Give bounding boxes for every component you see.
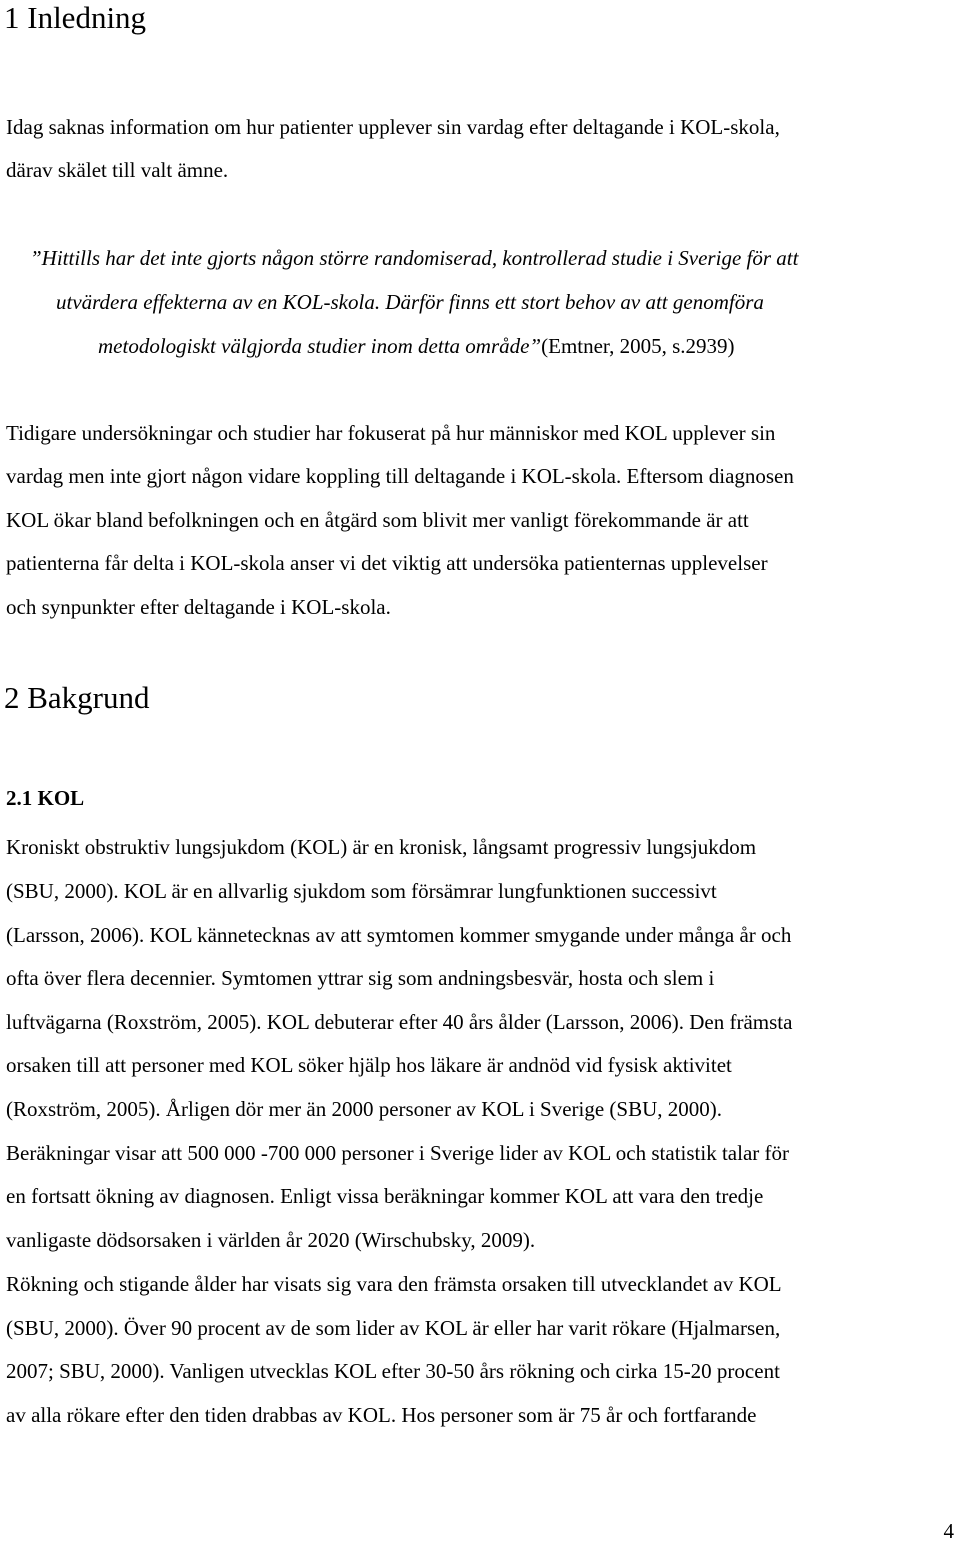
para2-line-1: Tidigare undersökningar och studier har fokuserat på hur människor med KOL upplever sin bbox=[6, 421, 776, 445]
para3-line-6: orsaken till att personer med KOL söker hjälp hos läkare är andnöd vid fysisk aktivitet bbox=[6, 1053, 732, 1077]
para3-line-5: luftvägarna (Roxström, 2005). KOL debuterar efter 40 års ålder (Larsson, 2006). Den främsta bbox=[6, 1010, 793, 1034]
para3-line-4: ofta över flera decennier. Symtomen yttrar sig som andningsbesvär, hosta och slem i bbox=[6, 966, 715, 990]
para3-line-13: 2007; SBU, 2000). Vanligen utvecklas KOL efter 30-50 års rökning och cirka 15-20 procent bbox=[6, 1359, 780, 1383]
para2-line-3: KOL ökar bland befolkningen och en åtgärd som blivit mer vanligt förekommande är att bbox=[6, 508, 749, 532]
para3-line-1: Kroniskt obstruktiv lungsjukdom (KOL) är en kronisk, långsamt progressiv lungsjukdom bbox=[6, 835, 757, 859]
para3-line-2: (SBU, 2000). KOL är en allvarlig sjukdom som försämrar lungfunktionen successivt bbox=[6, 879, 717, 903]
para2-line-5: och synpunkter efter deltagande i KOL-skola. bbox=[6, 595, 391, 619]
para2-line-4: patienterna får delta i KOL-skola anser vi det viktig att undersöka patienternas upplevelser bbox=[6, 551, 768, 575]
para3-line-11: Rökning och stigande ålder har visats sig vara den främsta orsaken till utvecklandet av KOL bbox=[6, 1272, 782, 1296]
para3-line-10: vanligaste dödsorsaken i världen år 2020 (Wirschubsky, 2009). bbox=[6, 1228, 536, 1252]
quote-text-end: metodologiskt välgjorda studier inom detta område” bbox=[98, 334, 542, 358]
para3-line-7: (Roxström, 2005). Årligen dör mer än 2000 personer av KOL i Sverige (SBU, 2000). bbox=[6, 1097, 723, 1121]
para3-line-14: av alla rökare efter den tiden drabbas av KOL. Hos personer som är 75 år och fortfarande bbox=[6, 1403, 757, 1427]
quote-line-1: ”Hittills har det inte gjorts någon större randomiserad, kontrollerad studie i Sverige för att bbox=[30, 246, 799, 270]
page-number: 4 bbox=[943, 1519, 954, 1543]
intro-line-1: Idag saknas information om hur patienter upplever sin vardag efter deltagande i KOL-skola, bbox=[6, 115, 780, 139]
para3-line-12: (SBU, 2000). Över 90 procent av de som lider av KOL är eller har varit rökare (Hjalmarsen, bbox=[6, 1316, 781, 1340]
heading-inledning: 1 Inledning bbox=[4, 0, 147, 35]
para3-line-3: (Larsson, 2006). KOL kännetecknas av att symtomen kommer smygande under många år och bbox=[6, 923, 792, 947]
heading-bakgrund: 2 Bakgrund bbox=[4, 680, 150, 715]
para3-line-8: Beräkningar visar att 500 000 -700 000 personer i Sverige lider av KOL och statistik talar för bbox=[6, 1141, 790, 1165]
subheading-kol: 2.1 KOL bbox=[6, 786, 85, 810]
para3-line-9: en fortsatt ökning av diagnosen. Enligt vissa beräkningar kommer KOL att vara den tredje bbox=[6, 1184, 764, 1208]
quote-line-2: utvärdera effekterna av en KOL-skola. Därför finns ett stort behov av att genomföra bbox=[56, 290, 764, 314]
quote-line-3 bbox=[98, 333, 735, 359]
quote-citation: (Emtner, 2005, s.2939) bbox=[541, 334, 735, 358]
para2-line-2: vardag men inte gjort någon vidare koppling till deltagande i KOL-skola. Eftersom diagnosen bbox=[6, 464, 794, 488]
intro-line-2: därav skälet till valt ämne. bbox=[6, 158, 229, 182]
